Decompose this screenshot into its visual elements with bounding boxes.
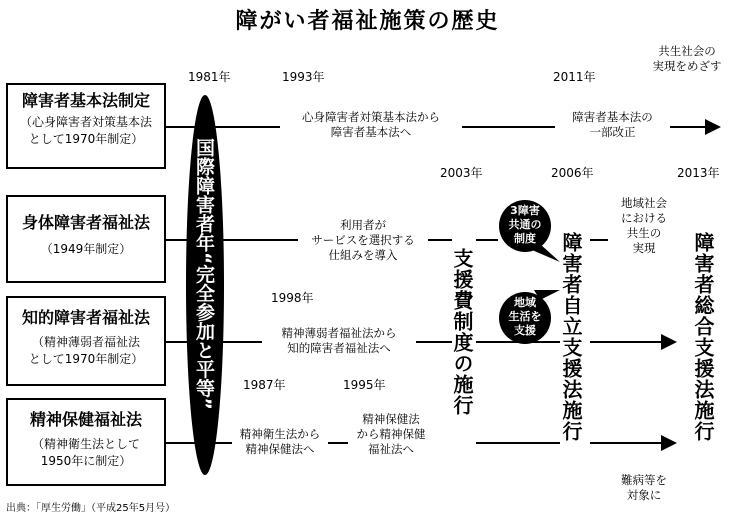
mental-1995-label-line-1: 精神保健法 [362, 412, 420, 426]
mental-1995-label [348, 412, 434, 457]
mental-1987-label [232, 427, 328, 457]
amendment-label-line-1: 障害者基本法の [572, 110, 653, 124]
three-disability-bubble-line-1: 3障害 [510, 204, 540, 217]
intractable-disease-label [608, 473, 680, 503]
box-mental-law [6, 398, 166, 486]
community-label-line-2: における [621, 211, 667, 225]
community-label-line-1: 地域社会 [621, 196, 667, 210]
intl-year-label: 国際障害者年“完全参加と平等” [193, 138, 215, 410]
year-2013: 2013年 [677, 166, 720, 180]
mental-1987-label-line-1: 精神衛生法から [239, 427, 321, 441]
box-mental-law-note-2: 1950年に制定） [40, 454, 132, 468]
three-disability-bubble [499, 204, 551, 246]
box-basic-law-title: 障害者基本法制定 [21, 91, 150, 110]
intellectual-change-label-line-1: 精神薄弱者福祉法から [281, 326, 397, 340]
symbiosis-label-line-2: 実現をめざす [652, 59, 722, 73]
year-1998: 1998年 [271, 291, 314, 305]
box-intellectual-law [6, 296, 166, 386]
support-fee-system-label: 支援費制度の施行 [450, 248, 474, 416]
box-basic-law [6, 83, 166, 169]
user-choice-label-line-3: 仕組みを導入 [328, 248, 398, 262]
user-choice-label-line-1: 利用者が [340, 218, 386, 232]
life-support-bubble-line-1: 地域 [514, 296, 536, 309]
basic-law-label-line-2: 障害者基本法へ [330, 125, 412, 139]
three-disability-bubble-line-3: 制度 [514, 232, 536, 245]
box-intellectual-law-title: 知的障害者福祉法 [21, 308, 150, 327]
three-disability-bubble-line-2: 共通の [508, 218, 542, 231]
life-support-bubble-line-2: 生活を [508, 310, 542, 323]
life-support-bubble [499, 296, 551, 338]
community-label-line-3: 共生の [626, 226, 662, 240]
box-basic-law-note-1: （心身障害者対策基本法 [19, 115, 152, 129]
box-physical-law-title: 身体障害者福祉法 [21, 213, 150, 232]
self-support-act-label: 障害者自立支援法施行 [559, 232, 583, 442]
box-mental-law-note-1: （精神衛生法として [31, 437, 140, 451]
intractable-disease-label-line-2: 対象に [626, 488, 662, 502]
user-choice-label-line-2: サービスを選択する [311, 233, 415, 247]
amendment-label-line-2: 一部改正 [589, 125, 636, 139]
community-label-line-4: 実現 [632, 241, 656, 255]
year-1981: 1981年 [188, 70, 231, 84]
mental-1987-label-line-2: 精神保健法へ [245, 442, 315, 456]
basic-law-label-line-1: 心身障害者対策基本法から [302, 110, 440, 124]
intellectual-change-label [262, 326, 416, 356]
year-1993: 1993年 [282, 70, 325, 84]
year-2006: 2006年 [551, 166, 594, 180]
year-1987: 1987年 [243, 378, 286, 392]
symbiosis-label-line-1: 共生社会の [658, 44, 716, 58]
box-basic-law-note-2: として1970年制定） [28, 132, 144, 146]
year-2003: 2003年 [440, 166, 483, 180]
basic-law-label [280, 110, 462, 140]
box-physical-law [6, 195, 166, 283]
general-support-act-label: 障害者総合支援法施行 [691, 232, 715, 442]
year-2011: 2011年 [553, 70, 596, 84]
source-note: 出典：「厚生労働」（平成25年5月号） [6, 503, 176, 514]
amendment-label [555, 110, 670, 140]
page-title: 障がい者福祉施策の歴史 [235, 9, 500, 34]
box-intellectual-law-note-1: （精神薄弱者福祉法 [31, 335, 140, 349]
intellectual-change-label-line-2: 知的障害者福祉法へ [287, 341, 391, 355]
box-mental-law-title: 精神保健福祉法 [29, 410, 142, 429]
mental-1995-label-line-2: から精神保健 [356, 427, 426, 441]
year-1995: 1995年 [343, 378, 386, 392]
community-label [608, 196, 680, 256]
box-intellectual-law-note-2: として1970年制定） [28, 352, 144, 366]
symbiosis-label [642, 44, 732, 74]
box-physical-law-note: （1949年制定） [40, 242, 132, 256]
intractable-disease-label-line-1: 難病等を [621, 473, 667, 487]
life-support-bubble-line-3: 支援 [514, 324, 536, 337]
user-choice-label [298, 218, 428, 263]
mental-1995-label-line-3: 福祉法へ [368, 442, 414, 456]
